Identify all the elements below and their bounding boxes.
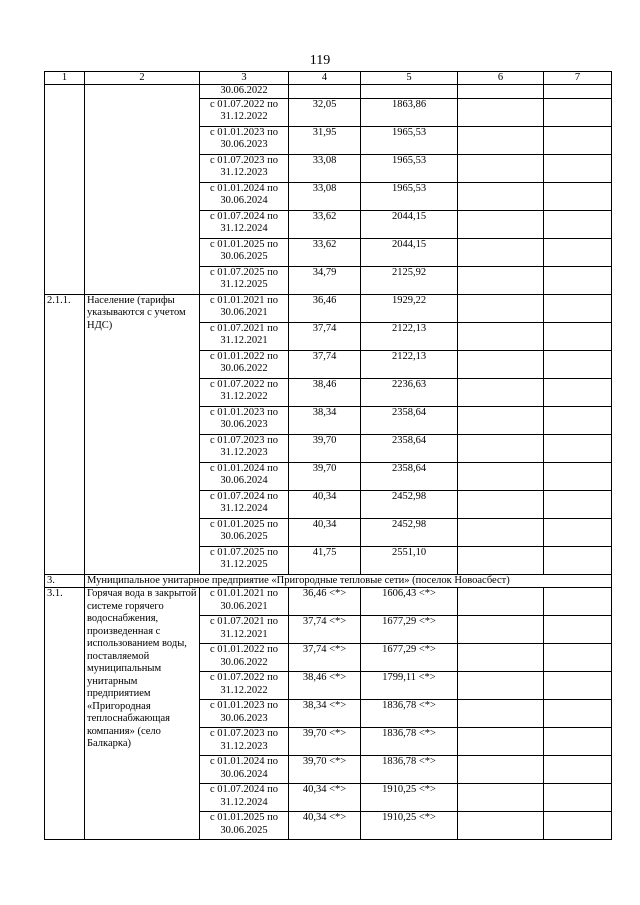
table-row	[45, 85, 612, 99]
empty-cell	[458, 672, 544, 700]
empty-cell	[458, 85, 544, 99]
empty-cell	[458, 756, 544, 784]
tariff-value-cell: 37,74	[289, 350, 361, 378]
tariff-value-cell: 37,74 <*>	[289, 616, 361, 644]
empty-cell	[458, 406, 544, 434]
tariff-value-cell: 33,62	[289, 238, 361, 266]
period-cell: с 01.01.2024 по 30.06.2024	[200, 182, 289, 210]
tariff-value-cell: 32,05	[289, 98, 361, 126]
tariff-value-cell: 2452,98	[361, 518, 458, 546]
header-cell: 2	[85, 72, 200, 85]
empty-cell	[544, 154, 612, 182]
tariff-value-cell: 2551,10	[361, 546, 458, 574]
tariff-value-cell: 40,34 <*>	[289, 784, 361, 812]
row-description-cell	[85, 85, 200, 295]
tariff-value-cell: 33,08	[289, 154, 361, 182]
empty-cell	[458, 378, 544, 406]
empty-cell	[544, 728, 612, 756]
tariff-value-cell: 39,70	[289, 434, 361, 462]
section-row	[45, 574, 612, 588]
row-number-cell: 2.1.1.	[45, 294, 85, 574]
tariff-value-cell: 38,34	[289, 406, 361, 434]
empty-cell	[458, 322, 544, 350]
row-number-cell	[45, 85, 85, 295]
empty-cell	[544, 490, 612, 518]
tariff-value-cell: 1836,78 <*>	[361, 756, 458, 784]
tariff-value-cell: 38,46	[289, 378, 361, 406]
tariff-value-cell	[289, 85, 361, 99]
empty-cell	[544, 266, 612, 294]
period-cell: с 01.07.2021 по 31.12.2021	[200, 616, 289, 644]
period-cell: с 01.01.2021 по 30.06.2021	[200, 588, 289, 616]
period-cell: с 01.01.2022 по 30.06.2022	[200, 644, 289, 672]
period-cell: с 01.07.2022 по 31.12.2022	[200, 98, 289, 126]
tariff-value-cell: 41,75	[289, 546, 361, 574]
section-number-cell: 3.	[45, 574, 85, 588]
tariff-value-cell: 1799,11 <*>	[361, 672, 458, 700]
empty-cell	[544, 378, 612, 406]
empty-cell	[544, 588, 612, 616]
empty-cell	[458, 784, 544, 812]
period-cell: с 01.01.2025 по 30.06.2025	[200, 812, 289, 840]
period-cell: 30.06.2022	[200, 85, 289, 99]
tariff-value-cell: 31,95	[289, 126, 361, 154]
tariff-value-cell: 39,70 <*>	[289, 756, 361, 784]
empty-cell	[544, 294, 612, 322]
header-cell: 1	[45, 72, 85, 85]
tariff-value-cell: 38,46 <*>	[289, 672, 361, 700]
tariff-value-cell: 2358,64	[361, 462, 458, 490]
period-cell: с 01.07.2022 по 31.12.2022	[200, 672, 289, 700]
header-cell: 6	[458, 72, 544, 85]
period-cell: с 01.07.2023 по 31.12.2023	[200, 154, 289, 182]
tariff-value-cell: 2125,92	[361, 266, 458, 294]
period-cell: с 01.07.2025 по 31.12.2025	[200, 546, 289, 574]
empty-cell	[544, 350, 612, 378]
tariff-value-cell: 2044,15	[361, 210, 458, 238]
tariff-value-cell: 1836,78 <*>	[361, 700, 458, 728]
header-cell: 5	[361, 72, 458, 85]
tariff-value-cell: 36,46 <*>	[289, 588, 361, 616]
tariff-value-cell: 37,74 <*>	[289, 644, 361, 672]
header-cell: 7	[544, 72, 612, 85]
tariff-value-cell: 1863,86	[361, 98, 458, 126]
tariff-value-cell	[361, 85, 458, 99]
row-description-cell: Горячая вода в закрытой системе горячего водоснабжения, произведенная с использованием воды, поставляемой муниципальным унитарным предприятием «Пригородная теплоснабжающая компания» (село Балкарка)	[85, 588, 200, 840]
period-cell: с 01.07.2024 по 31.12.2024	[200, 210, 289, 238]
empty-cell	[544, 182, 612, 210]
period-cell: с 01.01.2022 по 30.06.2022	[200, 350, 289, 378]
tariff-value-cell: 1965,53	[361, 126, 458, 154]
tariff-value-cell: 33,62	[289, 210, 361, 238]
empty-cell	[458, 266, 544, 294]
tariff-value-cell: 1965,53	[361, 154, 458, 182]
tariff-value-cell: 1836,78 <*>	[361, 728, 458, 756]
empty-cell	[458, 462, 544, 490]
tariff-value-cell: 2358,64	[361, 406, 458, 434]
empty-cell	[458, 812, 544, 840]
period-cell: с 01.07.2025 по 31.12.2025	[200, 266, 289, 294]
empty-cell	[544, 85, 612, 99]
empty-cell	[458, 294, 544, 322]
empty-cell	[544, 322, 612, 350]
empty-cell	[458, 350, 544, 378]
tariff-value-cell: 39,70	[289, 462, 361, 490]
empty-cell	[544, 210, 612, 238]
period-cell: с 01.07.2022 по 31.12.2022	[200, 378, 289, 406]
tariff-value-cell: 1929,22	[361, 294, 458, 322]
empty-cell	[544, 644, 612, 672]
period-cell: с 01.07.2024 по 31.12.2024	[200, 490, 289, 518]
empty-cell	[458, 700, 544, 728]
row-description-cell: Население (тарифы указываются с учетом НДС)	[85, 294, 200, 574]
header-cell: 3	[200, 72, 289, 85]
tariff-value-cell: 33,08	[289, 182, 361, 210]
empty-cell	[544, 126, 612, 154]
period-cell: с 01.01.2023 по 30.06.2023	[200, 126, 289, 154]
tariff-value-cell: 2122,13	[361, 322, 458, 350]
period-cell: с 01.01.2024 по 30.06.2024	[200, 756, 289, 784]
section-title-cell: Муниципальное унитарное предприятие «Пригородные тепловые сети» (поселок Новоасбест)	[85, 574, 612, 588]
empty-cell	[544, 616, 612, 644]
empty-cell	[544, 700, 612, 728]
table-row	[45, 294, 612, 322]
empty-cell	[458, 126, 544, 154]
tariff-value-cell: 1677,29 <*>	[361, 616, 458, 644]
period-cell: с 01.01.2024 по 30.06.2024	[200, 462, 289, 490]
empty-cell	[458, 616, 544, 644]
tariff-value-cell: 2452,98	[361, 490, 458, 518]
table-row	[45, 588, 612, 616]
empty-cell	[458, 98, 544, 126]
tariff-value-cell: 1910,25 <*>	[361, 784, 458, 812]
tariff-table	[44, 71, 612, 840]
empty-cell	[544, 672, 612, 700]
row-number-cell: 3.1.	[45, 588, 85, 840]
period-cell: с 01.01.2021 по 30.06.2021	[200, 294, 289, 322]
header-cell: 4	[289, 72, 361, 85]
empty-cell	[458, 490, 544, 518]
empty-cell	[458, 154, 544, 182]
tariff-value-cell: 40,34 <*>	[289, 812, 361, 840]
tariff-value-cell: 40,34	[289, 518, 361, 546]
tariff-value-cell: 39,70 <*>	[289, 728, 361, 756]
empty-cell	[544, 406, 612, 434]
empty-cell	[458, 728, 544, 756]
period-cell: с 01.01.2023 по 30.06.2023	[200, 406, 289, 434]
tariff-value-cell: 2122,13	[361, 350, 458, 378]
tariff-value-cell: 2358,64	[361, 434, 458, 462]
empty-cell	[458, 644, 544, 672]
tariff-value-cell: 2236,63	[361, 378, 458, 406]
tariff-value-cell: 38,34 <*>	[289, 700, 361, 728]
empty-cell	[544, 518, 612, 546]
period-cell: с 01.07.2023 по 31.12.2023	[200, 728, 289, 756]
tariff-value-cell: 2044,15	[361, 238, 458, 266]
empty-cell	[458, 210, 544, 238]
tariff-value-cell: 1965,53	[361, 182, 458, 210]
period-cell: с 01.07.2021 по 31.12.2021	[200, 322, 289, 350]
empty-cell	[458, 238, 544, 266]
empty-cell	[458, 546, 544, 574]
empty-cell	[544, 812, 612, 840]
empty-cell	[544, 434, 612, 462]
empty-cell	[544, 756, 612, 784]
empty-cell	[458, 588, 544, 616]
empty-cell	[544, 784, 612, 812]
period-cell: с 01.01.2023 по 30.06.2023	[200, 700, 289, 728]
tariff-value-cell: 1910,25 <*>	[361, 812, 458, 840]
tariff-value-cell: 37,74	[289, 322, 361, 350]
tariff-value-cell: 40,34	[289, 490, 361, 518]
tariff-value-cell: 1677,29 <*>	[361, 644, 458, 672]
tariff-value-cell: 36,46	[289, 294, 361, 322]
period-cell: с 01.07.2023 по 31.12.2023	[200, 434, 289, 462]
empty-cell	[544, 238, 612, 266]
period-cell: с 01.07.2024 по 31.12.2024	[200, 784, 289, 812]
header-row	[45, 72, 612, 85]
empty-cell	[544, 98, 612, 126]
period-cell: с 01.01.2025 по 30.06.2025	[200, 238, 289, 266]
period-cell: с 01.01.2025 по 30.06.2025	[200, 518, 289, 546]
page-number: 119	[309, 53, 331, 68]
empty-cell	[544, 462, 612, 490]
empty-cell	[458, 182, 544, 210]
tariff-value-cell: 1606,43 <*>	[361, 588, 458, 616]
empty-cell	[458, 518, 544, 546]
empty-cell	[544, 546, 612, 574]
tariff-value-cell: 34,79	[289, 266, 361, 294]
empty-cell	[458, 434, 544, 462]
